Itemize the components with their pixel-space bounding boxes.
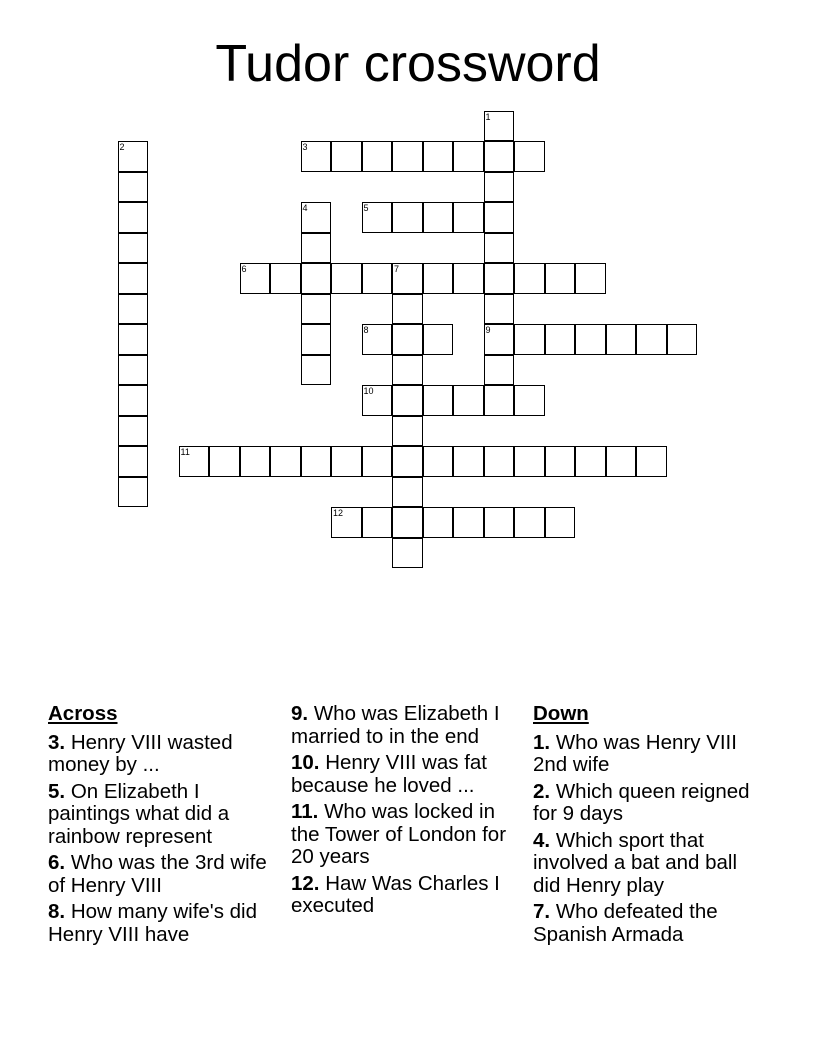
grid-cell[interactable]: [423, 141, 454, 172]
grid-cell[interactable]: [331, 263, 362, 294]
grid-cell[interactable]: [331, 446, 362, 477]
clue-number-label: 6.: [48, 851, 66, 874]
grid-cell[interactable]: [514, 141, 545, 172]
grid-cell[interactable]: [362, 141, 393, 172]
grid-cell[interactable]: [514, 446, 545, 477]
grid-cell[interactable]: [453, 507, 484, 538]
clue-number-label: 1.: [533, 730, 551, 754]
grid-cell[interactable]: [484, 263, 515, 294]
grid-cell[interactable]: [118, 416, 149, 447]
grid-cell[interactable]: [392, 507, 423, 538]
grid-cell[interactable]: [301, 263, 332, 294]
grid-cell[interactable]: [301, 355, 332, 386]
clue-number: 10: [363, 386, 374, 396]
grid-cell[interactable]: [514, 507, 545, 538]
clue: [291, 752, 523, 797]
grid-cell[interactable]: [545, 507, 576, 538]
grid-cell[interactable]: [484, 355, 515, 386]
grid-cell[interactable]: [392, 416, 423, 447]
clue: [291, 801, 523, 869]
grid-cell[interactable]: [453, 263, 484, 294]
grid-cell[interactable]: [484, 202, 515, 233]
clue-number: 9: [485, 325, 491, 335]
clue-number: 11: [180, 447, 190, 457]
grid-cell[interactable]: [423, 507, 454, 538]
grid-cell[interactable]: [118, 446, 149, 477]
clue-number-label: 3.: [48, 730, 66, 754]
clue-number-label: 12.: [291, 871, 320, 895]
grid-cell[interactable]: [545, 263, 576, 294]
clue-column-left: [48, 703, 280, 950]
grid-cell[interactable]: [118, 324, 149, 355]
clue-text: Who was Elizabeth I married to in the end: [291, 702, 500, 748]
grid-cell[interactable]: [118, 294, 149, 325]
grid-cell[interactable]: [575, 446, 606, 477]
grid-cell[interactable]: [575, 324, 606, 355]
grid-cell[interactable]: [484, 141, 515, 172]
clue-column-middle: [291, 703, 523, 922]
grid-cell[interactable]: [118, 477, 149, 508]
grid-cell[interactable]: [362, 446, 393, 477]
grid-cell[interactable]: [667, 324, 698, 355]
clue-number: 6: [241, 264, 247, 274]
clue-text: Henry VIII was fat because he loved ...: [291, 751, 487, 797]
grid-cell[interactable]: [545, 446, 576, 477]
grid-cell[interactable]: [118, 385, 149, 416]
grid-cell[interactable]: [392, 477, 423, 508]
grid-cell[interactable]: [545, 324, 576, 355]
clue-text: On Elizabeth I paintings what did a rainbow represent: [48, 779, 230, 848]
clue: [291, 873, 523, 918]
grid-cell[interactable]: [301, 446, 332, 477]
grid-cell[interactable]: [484, 233, 515, 264]
clue-number-label: 5.: [48, 779, 66, 803]
clue-number: 8: [363, 325, 369, 335]
grid-cell[interactable]: [514, 385, 545, 416]
across-heading: Across: [48, 702, 118, 725]
clue: [48, 901, 280, 946]
grid-cell[interactable]: [423, 324, 454, 355]
grid-cell[interactable]: [392, 355, 423, 386]
grid-cell[interactable]: [240, 263, 271, 294]
clue-number: 3: [302, 142, 308, 152]
grid-cell[interactable]: [118, 141, 149, 172]
grid-cell[interactable]: [484, 324, 515, 355]
clue-number-label: 7.: [533, 900, 551, 923]
clue-text: Who defeated the Spanish Armada: [533, 900, 718, 946]
clue-number: 1: [485, 111, 491, 122]
grid-cell[interactable]: [301, 324, 332, 355]
clue: [533, 781, 765, 826]
grid-cell[interactable]: [331, 507, 362, 538]
clue: [533, 732, 765, 777]
grid-cell[interactable]: [392, 538, 423, 569]
grid-cell[interactable]: [484, 385, 515, 416]
grid-cell[interactable]: [453, 446, 484, 477]
grid-cell[interactable]: [301, 202, 332, 233]
clue: [533, 901, 765, 946]
clue-text: Who was the 3rd wife of Henry VIII: [48, 851, 267, 897]
grid-cell[interactable]: [636, 324, 667, 355]
grid-cell[interactable]: [392, 141, 423, 172]
grid-cell[interactable]: [362, 263, 393, 294]
clue-text: How many wife's did Henry VIII have: [48, 900, 258, 946]
clue-number-label: 8.: [48, 900, 66, 923]
clue-column-right: [533, 703, 765, 950]
clue-text: Who was locked in the Tower of London for 20 years: [291, 800, 507, 868]
clue: [48, 781, 280, 849]
clue-text: Who was Henry VIII 2nd wife: [533, 730, 737, 776]
clue-number: 12: [333, 508, 344, 518]
grid-cell[interactable]: [118, 202, 149, 233]
grid-cell[interactable]: [423, 385, 454, 416]
clue-text: Which queen reigned for 9 days: [533, 779, 750, 825]
grid-cell[interactable]: [392, 385, 423, 416]
grid-cell[interactable]: [484, 294, 515, 325]
clue-number-label: 11.: [291, 800, 319, 823]
grid-cell[interactable]: [484, 111, 515, 142]
grid-cell[interactable]: [392, 446, 423, 477]
grid-cell[interactable]: [392, 294, 423, 325]
grid-cell[interactable]: [423, 263, 454, 294]
clue-number-label: 4.: [533, 828, 551, 852]
clue-number: 7: [394, 264, 400, 274]
grid-cell[interactable]: [118, 172, 149, 203]
grid-cell[interactable]: [423, 446, 454, 477]
grid-cell[interactable]: [453, 385, 484, 416]
grid-cell[interactable]: [453, 141, 484, 172]
grid-cell[interactable]: [484, 172, 515, 203]
grid-cell[interactable]: [362, 385, 393, 416]
grid-cell[interactable]: [514, 324, 545, 355]
grid-cell[interactable]: [118, 263, 149, 294]
grid-cell[interactable]: [606, 446, 637, 477]
grid-cell[interactable]: [270, 446, 301, 477]
clue: [291, 703, 523, 748]
grid-cell[interactable]: [606, 324, 637, 355]
clue-text: Henry VIII wasted money by ...: [48, 730, 233, 776]
grid-cell[interactable]: [362, 202, 393, 233]
clue-text: Which sport that involved a bat and ball did Henry play: [533, 828, 738, 897]
grid-cell[interactable]: [636, 446, 667, 477]
grid-cell[interactable]: [484, 446, 515, 477]
grid-cell[interactable]: [179, 446, 210, 477]
grid-cell[interactable]: [301, 141, 332, 172]
down-heading: Down: [533, 702, 589, 725]
page-title: Tudor crossword: [215, 35, 601, 93]
grid-cell[interactable]: [362, 324, 393, 355]
grid-cell[interactable]: [514, 263, 545, 294]
grid-cell[interactable]: [362, 507, 393, 538]
grid-cell[interactable]: [392, 263, 423, 294]
clue-number: 5: [363, 203, 369, 213]
clue-number-label: 2.: [533, 779, 551, 803]
grid-cell[interactable]: [118, 233, 149, 264]
grid-cell[interactable]: [575, 263, 606, 294]
clue-number: 4: [302, 203, 308, 213]
clue: [48, 852, 280, 897]
grid-cell[interactable]: [209, 446, 240, 477]
grid-cell[interactable]: [270, 263, 301, 294]
clue-text: Haw Was Charles I executed: [291, 871, 500, 917]
grid-cell[interactable]: [484, 507, 515, 538]
grid-cell[interactable]: [392, 324, 423, 355]
grid-cell[interactable]: [301, 294, 332, 325]
grid-cell[interactable]: [453, 202, 484, 233]
clue: [533, 830, 765, 898]
grid-cell[interactable]: [118, 355, 149, 386]
grid-cell[interactable]: [301, 233, 332, 264]
clue-number-label: 9.: [291, 702, 309, 725]
clue: [48, 732, 280, 777]
grid-cell[interactable]: [331, 141, 362, 172]
grid-cell[interactable]: [423, 202, 454, 233]
grid-cell[interactable]: [392, 202, 423, 233]
grid-cell[interactable]: [240, 446, 271, 477]
clue-number: 2: [119, 142, 125, 152]
clue-number-label: 10.: [291, 751, 320, 774]
